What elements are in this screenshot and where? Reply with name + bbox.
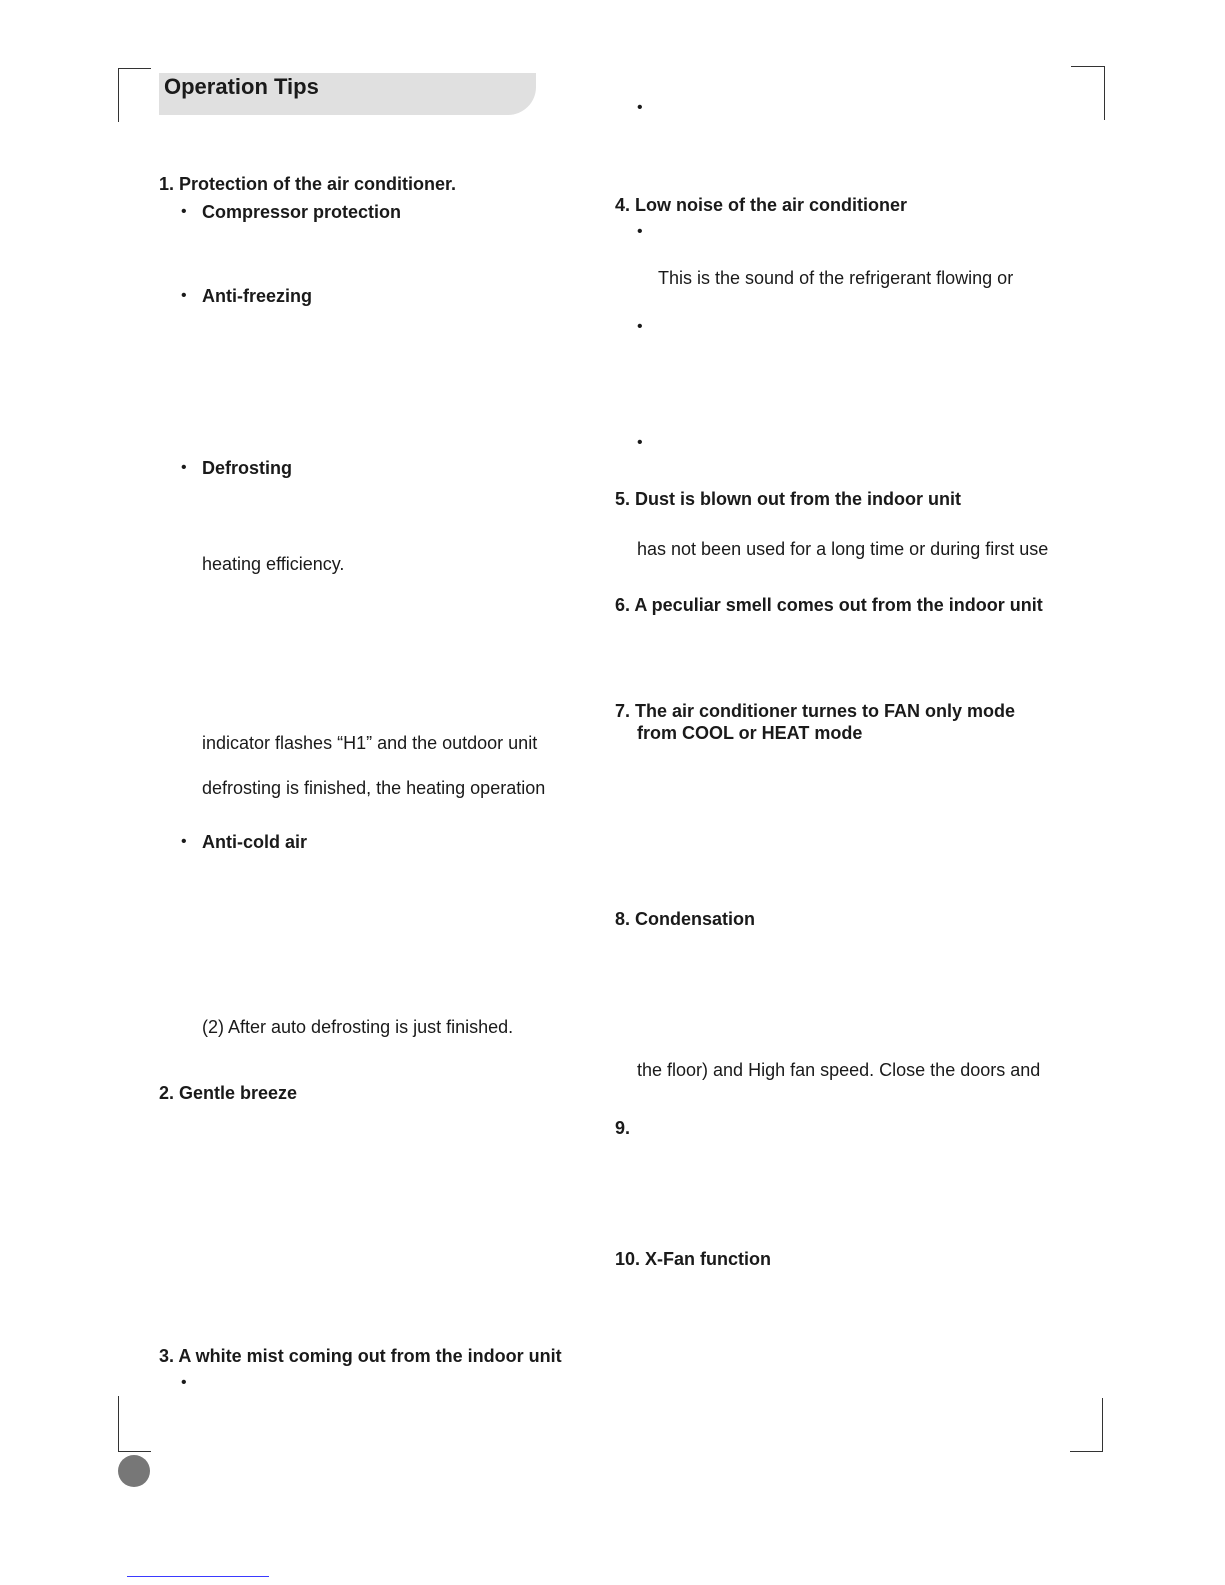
bullet-section-4-a: • <box>637 223 643 240</box>
page-number-circle <box>118 1455 150 1487</box>
bullet-top-right: • <box>637 99 643 116</box>
compressor-protection-heading: Compressor protection <box>202 202 402 222</box>
defrost-finished-text: defrosting is finished, the heating operation <box>202 778 546 798</box>
crop-mark-top-left-vertical <box>118 68 119 122</box>
h1-indicator-text: indicator flashes “H1” and the outdoor unit <box>202 733 538 753</box>
section-10-heading: 10. X-Fan function <box>615 1249 772 1269</box>
section-7-heading-line-2: from COOL or HEAT mode <box>637 723 863 743</box>
crop-mark-bottom-left-horizontal <box>118 1451 151 1452</box>
section-9-heading: 9. <box>615 1118 631 1138</box>
crop-mark-top-right-vertical <box>1104 66 1105 120</box>
section-3-heading: 3. A white mist coming out from the indoor unit <box>159 1346 562 1366</box>
anti-cold-air-heading: Anti-cold air <box>202 832 308 852</box>
bullet-section-3: • <box>181 1374 187 1391</box>
section-4-heading: 4. Low noise of the air conditioner <box>615 195 908 215</box>
section-8-heading: 8. Condensation <box>615 909 756 929</box>
refrigerant-sound-text: This is the sound of the refrigerant flowing or <box>658 268 1014 288</box>
section-1-heading: 1. Protection of the air conditioner. <box>159 174 457 194</box>
section-5-heading: 5. Dust is blown out from the indoor unit <box>615 489 961 509</box>
page-title: Operation Tips <box>164 74 319 99</box>
crop-mark-top-right-horizontal <box>1071 66 1105 67</box>
after-defrost-text: (2) After auto defrosting is just finished. <box>202 1017 514 1037</box>
crop-mark-top-left-horizontal <box>118 68 151 69</box>
section-2-heading: 2. Gentle breeze <box>159 1083 298 1103</box>
bullet-anti-freezing: • <box>181 287 187 304</box>
bullet-section-4-b: • <box>637 318 643 335</box>
heating-efficiency-text: heating efficiency. <box>202 554 345 574</box>
crop-mark-bottom-left-vertical <box>118 1396 119 1452</box>
link-underline[interactable] <box>127 1576 269 1577</box>
anti-freezing-heading: Anti-freezing <box>202 286 312 306</box>
defrosting-heading: Defrosting <box>202 458 292 478</box>
bullet-defrosting: • <box>181 459 187 476</box>
bullet-section-4-c: • <box>637 434 643 451</box>
bullet-compressor: • <box>181 203 187 220</box>
section-6-heading: 6. A peculiar smell comes out from the indoor unit <box>615 595 1043 615</box>
not-used-text: has not been used for a long time or during first use <box>637 539 1049 559</box>
floor-fan-speed-text: the floor) and High fan speed. Close the doors and <box>637 1060 1041 1080</box>
bullet-anti-cold: • <box>181 833 187 850</box>
crop-mark-bottom-right-vertical <box>1102 1398 1103 1451</box>
crop-mark-bottom-right-horizontal <box>1070 1451 1103 1452</box>
section-7-heading-line-1: 7. The air conditioner turnes to FAN only mode <box>615 701 1016 721</box>
